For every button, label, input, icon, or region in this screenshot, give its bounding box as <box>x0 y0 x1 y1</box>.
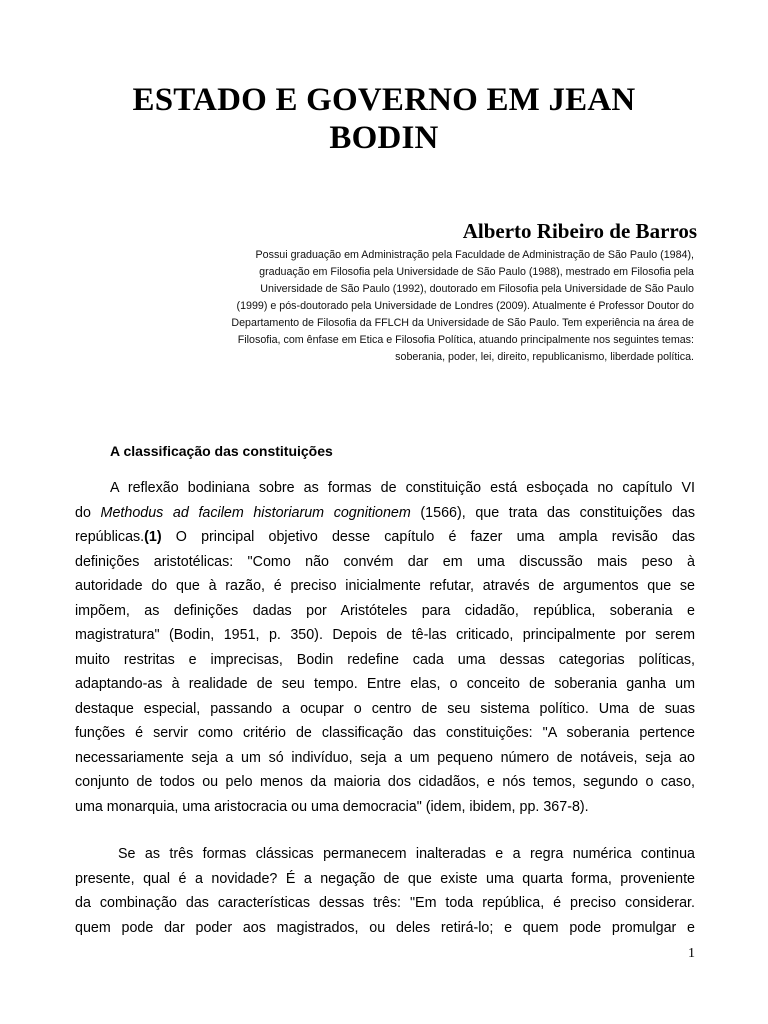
paragraph-line: magistratura" (Bodin, 1951, p. 350). Depois de tê-las criticado, principalmente por serem <box>75 627 695 643</box>
paragraph-line: A reflexão bodiniana sobre as formas de constituição está esboçada no capítulo VI <box>110 480 695 496</box>
bio-line: Universidade de São Paulo (1992), doutorado em Filosofia pela Universidade de São Paulo <box>260 283 694 295</box>
paragraph-line: conjunto de todos ou pelo menos da maioria dos cidadãos, e nós temos, segundo o caso, <box>75 774 695 790</box>
title-line-2: BODIN <box>329 120 439 156</box>
paragraph-line: da combinação das características dessas três: "Em toda república, é preciso considerar. <box>75 895 695 911</box>
bio-line: Filosofia, com ênfase em Etica e Filosofia Política, atuando principalmente nos seguintes temas: <box>237 334 694 346</box>
paragraph-line: adaptando-as à realidade de seu tempo. Entre elas, o conceito de soberania ganha um <box>75 676 695 692</box>
author-bio <box>214 247 694 366</box>
book-title: Methodus ad facilem historiarum cognitionem <box>100 504 411 521</box>
paragraph-line: impõem, as definições dadas por Aristóteles para cidadão, república, soberania e <box>75 602 695 619</box>
bio-line: Possui graduação em Administração pela Faculdade de Administração de São Paulo (1984), <box>255 249 694 261</box>
paragraph-line <box>75 501 695 526</box>
footnote-reference: (1) <box>144 529 162 545</box>
text-fragment: do <box>75 504 101 521</box>
document-title <box>60 81 708 157</box>
paragraph-line: destaque especial, passando a ocupar o centro de seu sistema político. Uma de suas <box>75 700 695 717</box>
paragraph-line: presente, qual é a novidade? É a negação de que existe uma quarta forma, proveniente <box>75 870 695 887</box>
paragraph-line: funções é servir como critério de classificação das constituições: "A soberania pertence <box>75 725 695 741</box>
text-fragment: repúblicas. <box>75 529 145 545</box>
paragraph-line: quem pode dar poder aos magistrados, ou deles retirá-lo; e quem pode promulgar e <box>75 919 695 936</box>
section-heading: A classificação das constituições <box>110 443 333 459</box>
text-fragment: (1566), que trata das constituições das <box>410 504 696 521</box>
bio-line: graduação em Filosofia pela Universidade de São Paulo (1988), mestrado em Filosofia pela <box>259 266 694 278</box>
paragraph-line: Se as três formas clássicas permanecem inalteradas e a regra numérica continua <box>118 846 695 862</box>
body-paragraph-1 <box>75 476 695 819</box>
bio-line: Departamento de Filosofia da FFLCH da Universidade de São Paulo. Tem experiência na área de <box>231 317 694 329</box>
paragraph-line: necessariamente seja a um só indivíduo, seja a um pequeno número de notáveis, seja ao <box>75 749 695 766</box>
paragraph-line: uma monarquia, uma aristocracia ou uma democracia" (idem, ibidem, pp. 367-8). <box>75 798 589 815</box>
author-name: Alberto Ribeiro de Barros <box>462 219 697 243</box>
paragraph-line: definições aristotélicas: "Como não convém dar em uma discussão mais peso à <box>75 553 695 570</box>
title-line-1: ESTADO E GOVERNO EM JEAN <box>132 82 636 118</box>
body-paragraph-2 <box>75 842 695 940</box>
bio-line: (1999) e pós-doutorado pela Universidade de Londres (2009). Atualmente é Professor Doutor do <box>236 300 694 312</box>
text-fragment: O principal objetivo desse capítulo é fazer uma ampla revisão das <box>161 529 695 545</box>
page-number: 1 <box>688 946 695 961</box>
bio-line: soberania, poder, lei, direito, republicanismo, liberdade política. <box>395 351 694 363</box>
paragraph-line <box>75 525 695 550</box>
paragraph-line: autoridade do que à razão, é preciso inicialmente refutar, através de argumentos que se <box>75 578 695 594</box>
paragraph-line: muito restritas e imprecisas, Bodin redefine cada uma dessas categorias políticas, <box>75 651 695 668</box>
